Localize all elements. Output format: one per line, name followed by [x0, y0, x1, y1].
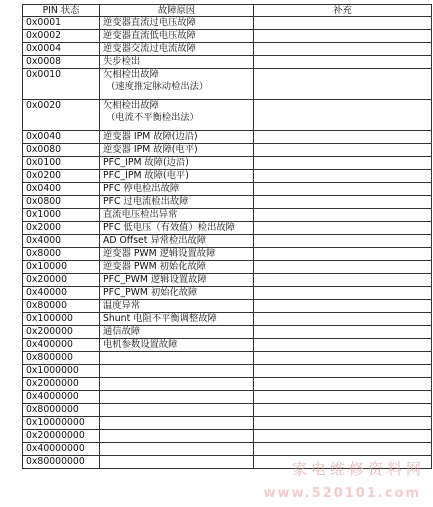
table-row — [23, 404, 432, 417]
pin-code-cell: 0x1000000 — [23, 365, 100, 378]
pin-code-cell: 0x2000000 — [23, 378, 100, 391]
fault-cause-text: 欠相检出故障 — [103, 69, 159, 80]
fault-cause-cell — [100, 196, 254, 209]
fault-cause-text: PFC 低电压（有效值）检出故障 — [103, 222, 235, 233]
table-row — [23, 131, 432, 144]
header-pin-status: PIN 状态 — [23, 5, 100, 17]
fault-cause-cell — [100, 69, 254, 100]
pin-code-cell: 0x4000000 — [23, 391, 100, 404]
fault-cause-text: 通信故障 — [103, 326, 141, 337]
fault-cause-cell — [100, 274, 254, 287]
fault-cause-cell — [100, 313, 254, 326]
pin-code-cell: 0x0200 — [23, 170, 100, 183]
pin-status-table — [22, 4, 432, 469]
table-row — [23, 391, 432, 404]
fault-cause-text: PFC 停电检出故障 — [103, 183, 180, 194]
fault-cause-text: PFC_PWM 逻辑设置故障 — [103, 274, 207, 285]
pin-code-cell: 0x0002 — [23, 30, 100, 43]
table-row — [23, 222, 432, 235]
fault-cause-subtext: （速度推定脉动检出法） — [106, 81, 209, 92]
supplement-cell — [254, 430, 432, 443]
supplement-cell — [254, 378, 432, 391]
pin-code-cell: 0x20000 — [23, 274, 100, 287]
pin-code-cell: 0x0008 — [23, 56, 100, 69]
fault-cause-text: 逆变器直流过电压故障 — [103, 17, 196, 28]
fault-cause-cell — [100, 248, 254, 261]
table-row — [23, 300, 432, 313]
fault-cause-cell — [100, 365, 254, 378]
supplement-cell — [254, 69, 432, 100]
watermark-text: 家电维修资料网 — [291, 460, 425, 478]
fault-cause-text: 欠相检出故障 — [103, 100, 159, 111]
pin-code-cell: 0x0400 — [23, 183, 100, 196]
table-row — [23, 209, 432, 222]
table-row — [23, 274, 432, 287]
fault-cause-cell — [100, 43, 254, 56]
table-row — [23, 326, 432, 339]
pin-code-cell: 0x200000 — [23, 326, 100, 339]
fault-cause-text: 失步检出 — [103, 56, 141, 67]
pin-code-cell: 0x800000 — [23, 352, 100, 365]
supplement-cell — [254, 43, 432, 56]
fault-cause-cell — [100, 131, 254, 144]
fault-cause-cell — [100, 404, 254, 417]
supplement-cell — [254, 157, 432, 170]
supplement-cell — [254, 209, 432, 222]
fault-cause-text: PFC_IPM 故障(边沿) — [103, 157, 189, 168]
fault-cause-cell — [100, 456, 254, 469]
pin-code-cell: 0x4000 — [23, 235, 100, 248]
fault-cause-subtext: （电流不平衡检出法） — [106, 112, 199, 123]
table-row — [23, 313, 432, 326]
pin-code-cell: 0x20000000 — [23, 430, 100, 443]
table-body — [23, 17, 432, 469]
supplement-cell — [254, 235, 432, 248]
fault-cause-text: 温度异常 — [103, 300, 141, 311]
fault-cause-cell — [100, 261, 254, 274]
supplement-cell — [254, 417, 432, 430]
fault-cause-cell — [100, 326, 254, 339]
fault-cause-cell — [100, 300, 254, 313]
table-row — [23, 170, 432, 183]
fault-cause-text: 逆变器直流低电压故障 — [103, 30, 196, 41]
supplement-cell — [254, 391, 432, 404]
pin-code-cell: 0x0100 — [23, 157, 100, 170]
fault-cause-text: 逆变器交流过电流故障 — [103, 43, 196, 54]
pin-code-cell: 0x80000000 — [23, 456, 100, 469]
supplement-cell — [254, 248, 432, 261]
pin-code-cell: 0x8000000 — [23, 404, 100, 417]
supplement-cell — [254, 300, 432, 313]
pin-code-cell: 0x400000 — [23, 339, 100, 352]
pin-code-cell: 0x8000 — [23, 248, 100, 261]
table-row — [23, 144, 432, 157]
table-row — [23, 443, 432, 456]
pin-code-cell: 0x40000000 — [23, 443, 100, 456]
supplement-cell — [254, 352, 432, 365]
fault-cause-text: PFC 过电流检出故障 — [103, 196, 189, 207]
table-row — [23, 30, 432, 43]
fault-cause-cell — [100, 443, 254, 456]
table-row — [23, 430, 432, 443]
supplement-cell — [254, 261, 432, 274]
fault-cause-cell — [100, 17, 254, 30]
fault-cause-cell — [100, 56, 254, 69]
supplement-cell — [254, 365, 432, 378]
fault-cause-cell — [100, 100, 254, 131]
pin-code-cell: 0x10000 — [23, 261, 100, 274]
table-row — [23, 157, 432, 170]
table-row — [23, 417, 432, 430]
supplement-cell — [254, 100, 432, 131]
supplement-cell — [254, 196, 432, 209]
table-row — [23, 17, 432, 30]
supplement-cell — [254, 287, 432, 300]
fault-cause-text: 电机参数设置故障 — [103, 339, 178, 350]
table-row — [23, 100, 432, 131]
supplement-cell — [254, 404, 432, 417]
supplement-cell — [254, 313, 432, 326]
supplement-cell — [254, 339, 432, 352]
pin-code-cell: 0x80000 — [23, 300, 100, 313]
table-row — [23, 69, 432, 100]
supplement-cell — [254, 56, 432, 69]
fault-cause-text: 逆变器 IPM 故障(电平) — [103, 144, 198, 155]
table-row — [23, 261, 432, 274]
supplement-cell — [254, 183, 432, 196]
fault-cause-cell — [100, 287, 254, 300]
fault-cause-cell — [100, 157, 254, 170]
table-row — [23, 248, 432, 261]
supplement-cell — [254, 443, 432, 456]
fault-cause-cell — [100, 235, 254, 248]
fault-cause-cell — [100, 378, 254, 391]
fault-cause-text: AD Offset 异常检出故障 — [103, 235, 207, 246]
table-row — [23, 365, 432, 378]
table-row — [23, 352, 432, 365]
fault-cause-cell — [100, 144, 254, 157]
pin-code-cell: 0x100000 — [23, 313, 100, 326]
table-header-row — [23, 5, 432, 17]
fault-cause-text: PFC_PWM 初始化故障 — [103, 287, 198, 298]
fault-cause-text: PFC_IPM 故障(电平) — [103, 170, 189, 181]
table-row — [23, 56, 432, 69]
pin-code-cell: 0x0004 — [23, 43, 100, 56]
fault-cause-cell — [100, 352, 254, 365]
fault-cause-text: 逆变器 PWM 初始化故障 — [103, 261, 207, 272]
table-row — [23, 235, 432, 248]
pin-code-cell: 0x10000000 — [23, 417, 100, 430]
fault-cause-cell — [100, 209, 254, 222]
fault-cause-cell — [100, 170, 254, 183]
table-row — [23, 43, 432, 56]
pin-code-cell: 0x1000 — [23, 209, 100, 222]
pin-code-cell: 0x0010 — [23, 69, 100, 100]
header-supplement: 补充 — [254, 5, 432, 17]
table-row — [23, 287, 432, 300]
fault-cause-cell — [100, 222, 254, 235]
pin-code-cell: 0x0020 — [23, 100, 100, 131]
supplement-cell — [254, 131, 432, 144]
fault-cause-cell — [100, 430, 254, 443]
pin-code-cell: 0x0001 — [23, 17, 100, 30]
pin-code-cell: 0x0080 — [23, 144, 100, 157]
supplement-cell — [254, 17, 432, 30]
fault-cause-cell — [100, 417, 254, 430]
supplement-cell — [254, 30, 432, 43]
fault-cause-cell — [100, 30, 254, 43]
pin-code-cell: 0x0800 — [23, 196, 100, 209]
table-row — [23, 339, 432, 352]
fault-cause-text: Shunt 电阻不平衡调整故障 — [103, 313, 217, 324]
pin-code-cell: 0x2000 — [23, 222, 100, 235]
table-row — [23, 378, 432, 391]
fault-cause-text: 逆变器 PWM 逻辑设置故障 — [103, 248, 216, 259]
pin-code-cell: 0x40000 — [23, 287, 100, 300]
table-row — [23, 196, 432, 209]
supplement-cell — [254, 144, 432, 157]
fault-cause-cell — [100, 339, 254, 352]
supplement-cell — [254, 170, 432, 183]
watermark-url: www.520101.com — [263, 486, 421, 501]
header-fault-cause: 故障原因 — [100, 5, 254, 17]
fault-cause-cell — [100, 391, 254, 404]
supplement-cell — [254, 222, 432, 235]
table-row — [23, 183, 432, 196]
pin-code-cell: 0x0040 — [23, 131, 100, 144]
supplement-cell — [254, 326, 432, 339]
fault-cause-text: 直流电压检出异常 — [103, 209, 178, 220]
supplement-cell — [254, 274, 432, 287]
fault-cause-cell — [100, 183, 254, 196]
fault-cause-text: 逆变器 IPM 故障(边沿) — [103, 131, 198, 142]
